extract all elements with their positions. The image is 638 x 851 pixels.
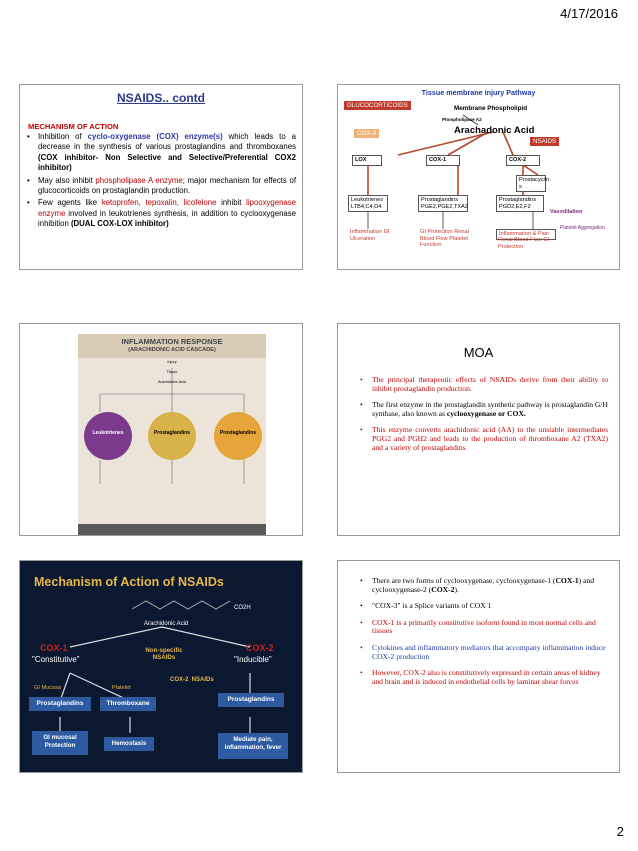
injury-label: Injury [167, 360, 177, 364]
glucocorticoids-tag: GLUCOCORTICOIDS [344, 101, 411, 110]
tissue-label: Tissue [166, 370, 178, 374]
cox1-label: COX-1 [40, 643, 68, 653]
co2h-label: CO2H [234, 605, 251, 611]
slide-mechanism-nsaids [19, 560, 303, 773]
date: 4/17/2016 [560, 6, 618, 21]
slide-title: MOA [463, 345, 494, 360]
hemostasis-label: Hemostasis [111, 740, 147, 747]
pg1-box: Prostaglandins PGE2,PGE2,TXA2 [418, 195, 468, 212]
platelet-label: Platelet [112, 685, 131, 691]
thromboxane-box-label: Thromboxane [106, 700, 150, 707]
gi-protection-label: GI Protection Renal Blood Flow Platelet Function [420, 229, 469, 249]
pathway-title: Tissue membrane injury Pathway [421, 88, 536, 97]
section-heading: MECHANISM OF ACTION [28, 122, 119, 131]
list-item: • May also inhibit phospholipase A enzyme; major mechanism for effects of glucocorticoids on prostaglandin production. [26, 176, 296, 197]
platelet-label: Platelet Aggregation [560, 225, 605, 231]
cascade-subtitle: (ARACHIDONIC ACID CASCADE) [128, 347, 216, 353]
cascade-title: INFLAMMATION RESPONSE [121, 337, 223, 346]
prostacyclins-box: Prostacyclin s [516, 175, 546, 192]
mediate-label: Mediate pain, inflammation, fever [224, 736, 282, 751]
lox-box: LOX [352, 155, 382, 166]
aa-label: Arachidonic Acid [157, 380, 187, 384]
inflammation-label: Inflammation GI Ulceration [350, 229, 390, 242]
bullet-list [360, 376, 608, 460]
list-item: • However, COX-2 also is constitutively expressed in certain areas of kidney and brain and is induced in endothelial cells by laminar shear forces [360, 669, 606, 686]
slide-inflammation-response [19, 323, 303, 536]
pla2-label: Phospholipase A2 [442, 117, 482, 122]
list-item: • Few agents like ketoprofen, tepoxalin, licofelone inhibit lipooxygenase enzyme involved in leukotrienes synthesis, in addition to cyclooxygenase inhibition (DUAL COX-LOX inhibitor) [26, 198, 296, 229]
bullet-list [360, 577, 606, 694]
cox2-nsaids-label: COX-2 NSAIDs [170, 677, 214, 683]
inflammation-pain-box: Inflammation & Pain [496, 229, 556, 240]
cascade-panel [78, 334, 266, 536]
list-item: • COX-1 is a primarily constitutive isoform found in most normal cells and tissues [360, 619, 606, 636]
gi-mucosa-label: GI Mucosa [34, 685, 62, 691]
leukotrienes-box: Leukotrienes LTB4,C4,D4 [348, 195, 388, 212]
cox2-box: COX-2 [506, 155, 540, 166]
cox1-box: COX-1 [426, 155, 460, 166]
cox3-tag: COX-3 [354, 129, 379, 138]
slide-moa [337, 323, 620, 536]
slide-cox-forms [337, 560, 620, 773]
pg-circle-label: Prostaglandins [153, 430, 191, 436]
list-item: • This enzyme converts arachidonic acid (AA) to the unstable intermediates PGG2 and PGH2 and leads to the production of thromboxane A2 (TXA2) and a variety of prostaglandins [360, 426, 608, 452]
list-item: • Cytokines and inflammatory mediators that accompany inflammation induce COX-2 production [360, 644, 606, 661]
constitutive-label: "Constitutive" [32, 655, 80, 664]
pg2-box-label: Prostaglandins [227, 696, 275, 703]
slide-title: Mechanism of Action of NSAIDs [34, 575, 224, 589]
pathway-arrows [338, 85, 620, 270]
membrane-label: Membrane Phospholipid [454, 105, 528, 112]
slide-nsaids-contd [19, 84, 303, 270]
list-item: • There are two forms of cyclooxygenase, cyclooxygenase-1 (COX-1) and cyclooxygenase-2 (COX-2). [360, 577, 606, 594]
pg-box-label: Prostaglandins [36, 700, 84, 707]
leukotrienes-circle-label: Leukotrienes [92, 430, 124, 436]
pg2-circle-label: Prostaglandins [219, 430, 257, 436]
slide-title: NSAIDS.. contd [116, 91, 205, 105]
list-item: • "COX-3" is a Splice variants of COX 1 [360, 602, 606, 611]
page-number: 2 [616, 824, 624, 839]
cox2-label: COX-2 [246, 643, 274, 653]
renal-label: Renal Blood Flow GI Protection [498, 237, 550, 250]
list-item: • The principal therapeutic effects of NSAIDs derive from their ability to inhibit prostaglandin production. [360, 376, 608, 393]
list-item: • The first enzyme in the prostaglandin synthetic pathway is prostaglandin G/H synthase, also known as cyclooxygenase or COX. [360, 401, 608, 418]
pg2-box: Prostaglandins PGD2,E2,F2 [496, 195, 544, 212]
list-item: • Inhibition of cyclo-oxygenase (COX) enzyme(s) which leads to a decrease in the synthesis of various prostaglandins and thromboxanes (COX inhibitor- Non Selective and Selective/Preferential COX2 inhibitor) [26, 132, 296, 174]
nonspecific-label: Non-specific NSAIDs [145, 647, 183, 661]
inducible-label: "Inducible" [234, 655, 272, 664]
vasodilation-label: Vasodilation [550, 209, 583, 215]
arachidonic-acid-label: Arachadonic Acid [454, 125, 535, 136]
nsaids-tag: NSAIDS [530, 137, 559, 146]
slide-pathway [337, 84, 620, 270]
aa-label: Arachidonic Acid [144, 621, 189, 627]
bullet-list [26, 132, 296, 232]
gi-protection-label: GI mucosal Protection [43, 734, 77, 749]
